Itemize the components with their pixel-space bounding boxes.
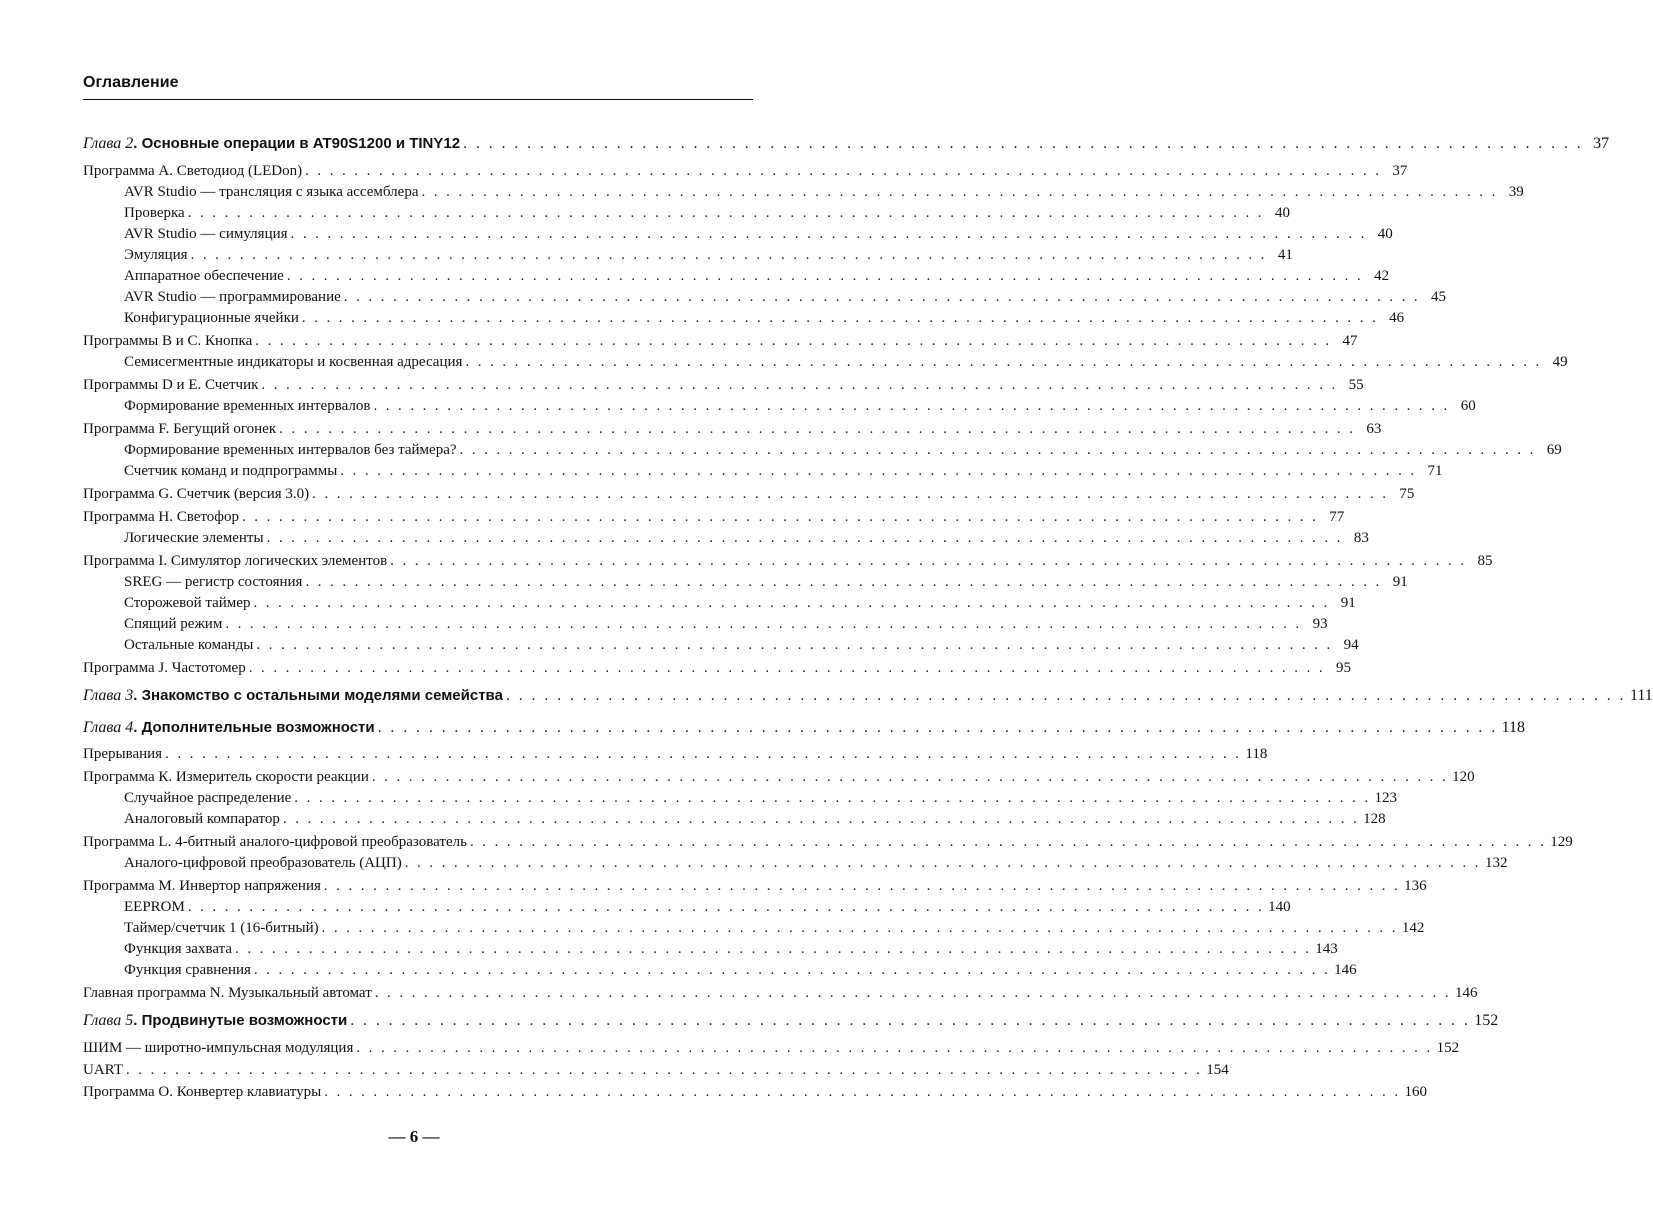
toc-entry-title: Сторожевой таймер xyxy=(124,595,251,611)
toc-page-number: 111 xyxy=(1629,687,1653,704)
toc-page-number: 37 xyxy=(1593,135,1610,152)
toc-entry-title: Программа I. Симулятор логических элементов xyxy=(83,553,388,569)
toc-page-number: 77 xyxy=(1329,509,1345,525)
toc-entry-title: Программа G. Счетчик (версия 3.0) xyxy=(83,486,310,502)
toc-page-number: 75 xyxy=(1399,486,1415,502)
dot-leader: . . . . . . . . . . . . . . . . . . . . . . . . . . . . . . . . . . . . . . . . . . . . . . . . . . . . . . . . . . . . . . . . . . . . . . . . . . . . . . . . . . . . . . . . xyxy=(340,463,1417,479)
toc-page-number: 45 xyxy=(1431,289,1447,305)
toc-entry-row xyxy=(124,245,1293,265)
toc-entry-title: AVR Studio — симуляция xyxy=(124,226,288,242)
toc-entry-row xyxy=(124,614,1328,634)
toc-page-number: 142 xyxy=(1401,920,1425,936)
toc-entry-row xyxy=(83,1038,1460,1058)
toc-entry-row xyxy=(124,897,1291,917)
toc-entry-row xyxy=(83,1082,1427,1102)
chapter-number: Глава 3 xyxy=(83,687,134,704)
toc-entry-title: Остальные команды xyxy=(124,637,254,653)
page-header-title: Оглавление xyxy=(83,74,179,91)
dot-leader: . . . . . . . . . . . . . . . . . . . . . . . . . . . . . . . . . . . . . . . . . . . . . . . . . . . . . . . . . . . . . . . . . . . . . . . . . . . . . . . . . . . . . . . . xyxy=(305,163,1382,179)
toc-entry-row xyxy=(124,918,1425,938)
chapter-title: Продвинутые возможности xyxy=(141,1012,348,1029)
dot-leader: . . . . . . . . . . . . . . . . . . . . . . . . . . . . . . . . . . . . . . . . . . . . . . . . . . . . . . . . . . . . . . . . . . . . . . . . . . . . . . . . . . . . . . . . xyxy=(248,660,1325,676)
dot-leader: . . . . . . . . . . . . . . . . . . . . . . . . . . . . . . . . . . . . . . . . . . . . . . . . . . . . . . . . . . . . . . . . . . . . . . . . . . . . . . . . . . . . . . . . xyxy=(377,719,1498,736)
toc-page-number: 41 xyxy=(1277,247,1293,263)
toc-page-number: 91 xyxy=(1392,574,1408,590)
toc-page-number: 37 xyxy=(1392,163,1408,179)
toc-entry-title: Эмуляция xyxy=(124,247,188,263)
dot-leader: . . . . . . . . . . . . . . . . . . . . . . . . . . . . . . . . . . . . . . . . . . . . . . . . . . . . . . . . . . . . . . . . . . . . . . . . . . . . . . . . . . . . . . . . xyxy=(266,530,1343,546)
toc-page-number: 55 xyxy=(1348,377,1364,393)
toc-page-number: 42 xyxy=(1374,268,1390,284)
toc-chapter-row xyxy=(83,718,1526,738)
toc-page-number: 118 xyxy=(1245,746,1268,762)
dot-leader: . . . . . . . . . . . . . . . . . . . . . . . . . . . . . . . . . . . . . . . . . . . . . . . . . . . . . . . . . . . . . . . . . . . . . . . . . . . . . . . . . . . . . . . . xyxy=(261,377,1338,393)
toc-entry-title: Программа J. Частотомер xyxy=(83,660,246,676)
toc-entry-row xyxy=(83,375,1364,395)
dot-leader: . . . . . . . . . . . . . . . . . . . . . . . . . . . . . . . . . . . . . . . . . . . . . . . . . . . . . . . . . . . . . . . . . . . . . . . . . . . . . . . . . . . . . . . . xyxy=(350,1012,1471,1029)
toc-entry-row xyxy=(83,744,1268,764)
dot-leader: . . . . . . . . . . . . . . . . . . . . . . . . . . . . . . . . . . . . . . . . . . . . . . . . . . . . . . . . . . . . . . . . . . . . . . . . . . . . . . . . . . . . . . . . xyxy=(323,878,1401,894)
toc-chapter-row xyxy=(83,686,1653,706)
chapter-title: Дополнительные возможности xyxy=(141,719,375,736)
toc-entry-row xyxy=(124,960,1357,980)
toc-entry-row xyxy=(124,440,1562,460)
toc-entry-title: Счетчик команд и подпрограммы xyxy=(124,463,338,479)
toc-entry-row xyxy=(124,266,1390,286)
toc-page-number: 60 xyxy=(1460,398,1476,414)
toc-entry-title: UART xyxy=(83,1062,123,1078)
toc-entry-row xyxy=(124,593,1356,613)
toc-page-number: 63 xyxy=(1366,421,1382,437)
toc-chapter-row xyxy=(83,1011,1499,1031)
dot-leader: . . . . . . . . . . . . . . . . . . . . . . . . . . . . . . . . . . . . . . . . . . . . . . . . . . . . . . . . . . . . . . . . . . . . . . . . . . . . . . . . . . . . . . . . xyxy=(321,920,1398,936)
dot-leader: . . . . . . . . . . . . . . . . . . . . . . . . . . . . . . . . . . . . . . . . . . . . . . . . . . . . . . . . . . . . . . . . . . . . . . . . . . . . . . . . . . . . . . . . xyxy=(242,509,1319,525)
toc-page-number: 95 xyxy=(1335,660,1351,676)
toc-entry-row xyxy=(83,832,1573,852)
toc-entry-row xyxy=(124,461,1443,481)
toc-page-number: 85 xyxy=(1477,553,1493,569)
toc-page-number: 120 xyxy=(1452,769,1475,785)
toc-entry-row xyxy=(124,788,1398,808)
dot-leader: . . . . . . . . . . . . . . . . . . . . . . . . . . . . . . . . . . . . . . . . . . . . . . . . . . . . . . . . . . . . . . . . . . . . . . . . . . . . . . . . . . . . . . . . xyxy=(371,769,1449,785)
toc-page-number: 132 xyxy=(1484,855,1508,871)
toc-page-number: 40 xyxy=(1274,205,1290,221)
toc-entry-row xyxy=(124,203,1290,223)
toc-entry-title: Функция захвата xyxy=(124,941,233,957)
toc-page-number: 47 xyxy=(1342,333,1358,349)
dot-leader: . . . . . . . . . . . . . . . . . . . . . . . . . . . . . . . . . . . . . . . . . . . . . . . . . . . . . . . . . . . . . . . . . . . . . . . . . . . . . . . . . . . . . . . . xyxy=(165,746,1242,762)
toc-page-number: 146 xyxy=(1455,985,1478,1001)
toc-entry-title: Формирование временных интервалов без таймера? xyxy=(124,442,457,458)
toc-entry-title: Проверка xyxy=(124,205,185,221)
dot-leader: . . . . . . . . . . . . . . . . . . . . . . . . . . . . . . . . . . . . . . . . . . . . . . . . . . . . . . . . . . . . . . . . . . . . . . . . . . . . . . . . . . . . . . . . xyxy=(255,333,1332,349)
toc-page-number: 152 xyxy=(1436,1040,1460,1056)
toc-entry-row xyxy=(83,331,1358,351)
dot-leader: . . . . . . . . . . . . . . . . . . . . . . . . . . . . . . . . . . . . . . . . . . . . . . . . . . . . . . . . . . . . . . . . . . . . . . . . . . . . . . . . . . . . . . . . xyxy=(463,135,1584,152)
toc-entry-title: Главная программа N. Музыкальный автомат xyxy=(83,985,372,1001)
chapter-separator: . xyxy=(133,135,142,152)
toc-page-number: 93 xyxy=(1312,616,1328,632)
dot-leader: . . . . . . . . . . . . . . . . . . . . . . . . . . . . . . . . . . . . . . . . . . . . . . . . . . . . . . . . . . . . . . . . . . . . . . . . . . . . . . . . . . . . . . . . xyxy=(374,985,1451,1001)
toc-entry-title: Семисегментные индикаторы и косвенная адресация xyxy=(124,354,463,370)
toc-entry-title: SREG — регистр состояния xyxy=(124,574,303,590)
toc-entry-row xyxy=(83,1060,1229,1080)
toc-entry-title: Программа А. Светодиод (LEDon) xyxy=(83,163,303,179)
dot-leader: . . . . . . . . . . . . . . . . . . . . . . . . . . . . . . . . . . . . . . . . . . . . . . . . . . . . . . . . . . . . . . . . . . . . . . . . . . . . . . . . . . . . . . . . xyxy=(373,398,1450,414)
dot-leader: . . . . . . . . . . . . . . . . . . . . . . . . . . . . . . . . . . . . . . . . . . . . . . . . . . . . . . . . . . . . . . . . . . . . . . . . . . . . . . . . . . . . . . . . xyxy=(459,442,1536,458)
dot-leader: . . . . . . . . . . . . . . . . . . . . . . . . . . . . . . . . . . . . . . . . . . . . . . . . . . . . . . . . . . . . . . . . . . . . . . . . . . . . . . . . . . . . . . . . xyxy=(225,616,1302,632)
toc-entry-title: Аналого-цифровой преобразователь (АЦП) xyxy=(124,855,402,871)
toc-page-number: 71 xyxy=(1427,463,1443,479)
dot-leader: . . . . . . . . . . . . . . . . . . . . . . . . . . . . . . . . . . . . . . . . . . . . . . . . . . . . . . . . . . . . . . . . . . . . . . . . . . . . . . . . . . . . . . . . xyxy=(404,855,1481,871)
toc-entry-row xyxy=(124,809,1386,829)
chapter-title: Основные операции в AT90S1200 и TINY12 xyxy=(141,135,461,152)
toc-chapter-heading xyxy=(83,686,503,706)
toc-page-number: 118 xyxy=(1501,719,1526,736)
toc-entry-row xyxy=(83,161,1408,181)
toc-entry-title: Программа О. Конвертер клавиатуры xyxy=(83,1084,322,1100)
dot-leader: . . . . . . . . . . . . . . . . . . . . . . . . . . . . . . . . . . . . . . . . . . . . . . . . . . . . . . . . . . . . . . . . . . . . . . . . . . . . . . . . . . . . . . . . xyxy=(390,553,1467,569)
dot-leader: . . . . . . . . . . . . . . . . . . . . . . . . . . . . . . . . . . . . . . . . . . . . . . . . . . . . . . . . . . . . . . . . . . . . . . . . . . . . . . . . . . . . . . . . xyxy=(305,574,1382,590)
toc-chapter-row xyxy=(83,134,1610,154)
toc-entry-row xyxy=(124,308,1405,328)
dot-leader: . . . . . . . . . . . . . . . . . . . . . . . . . . . . . . . . . . . . . . . . . . . . . . . . . . . . . . . . . . . . . . . . . . . . . . . . . . . . . . . . . . . . . . . . xyxy=(235,941,1312,957)
toc-entry-title: Прерывания xyxy=(83,746,163,762)
toc-entry-title: Функция сравнения xyxy=(124,962,251,978)
toc-page-number: 160 xyxy=(1404,1084,1427,1100)
toc-entry-title: Программа М. Инвертор напряжения xyxy=(83,878,321,894)
toc-page-number: 69 xyxy=(1546,442,1562,458)
toc-entry-row xyxy=(83,658,1351,678)
toc-chapter-heading xyxy=(83,1011,347,1031)
toc-page-number: 83 xyxy=(1353,530,1369,546)
toc-entry-title: Таймер/счетчик 1 (16-битный) xyxy=(124,920,319,936)
toc-entry-title: Аналоговый компаратор xyxy=(124,811,280,827)
toc-page-number: 49 xyxy=(1552,354,1568,370)
dot-leader: . . . . . . . . . . . . . . . . . . . . . . . . . . . . . . . . . . . . . . . . . . . . . . . . . . . . . . . . . . . . . . . . . . . . . . . . . . . . . . . . . . . . . . . . xyxy=(187,899,1265,915)
dot-leader: . . . . . . . . . . . . . . . . . . . . . . . . . . . . . . . . . . . . . . . . . . . . . . . . . . . . . . . . . . . . . . . . . . . . . . . . . . . . . . . . . . . . . . . . xyxy=(290,226,1367,242)
toc-entry-row xyxy=(83,507,1345,527)
toc-page-number: 46 xyxy=(1389,310,1405,326)
toc-entry-title: Программы D и Е. Счетчик xyxy=(83,377,259,393)
toc-page-number: 146 xyxy=(1334,962,1357,978)
toc-entry-row xyxy=(83,983,1478,1003)
toc-page-number: 136 xyxy=(1404,878,1427,894)
toc-entry-title: Логические элементы xyxy=(124,530,264,546)
toc-entry-row xyxy=(124,224,1393,244)
dot-leader: . . . . . . . . . . . . . . . . . . . . . . . . . . . . . . . . . . . . . . . . . . . . . . . . . . . . . . . . . . . . . . . . . . . . . . . . . . . . . . . . . . . . . . . . xyxy=(279,421,1356,437)
toc-entry-row xyxy=(124,572,1408,592)
toc-chapter-heading xyxy=(83,134,460,154)
dot-leader: . . . . . . . . . . . . . . . . . . . . . . . . . . . . . . . . . . . . . . . . . . . . . . . . . . . . . . . . . . . . . . . . . . . . . . . . . . . . . . . . . . . . . . . . xyxy=(294,790,1371,806)
toc-entry-title: Случайное распределение xyxy=(124,790,292,806)
dot-leader: . . . . . . . . . . . . . . . . . . . . . . . . . . . . . . . . . . . . . . . . . . . . . . . . . . . . . . . . . . . . . . . . . . . . . . . . . . . . . . . . . . . . . . . . xyxy=(324,1084,1401,1100)
toc-entry-title: Программы В и С. Кнопка xyxy=(83,333,253,349)
dot-leader: . . . . . . . . . . . . . . . . . . . . . . . . . . . . . . . . . . . . . . . . . . . . . . . . . . . . . . . . . . . . . . . . . . . . . . . . . . . . . . . . . . . . . . . . xyxy=(505,687,1626,704)
toc-page-number: 152 xyxy=(1474,1012,1499,1029)
toc-page-number: 140 xyxy=(1268,899,1291,915)
dot-leader: . . . . . . . . . . . . . . . . . . . . . . . . . . . . . . . . . . . . . . . . . . . . . . . . . . . . . . . . . . . . . . . . . . . . . . . . . . . . . . . . . . . . . . . . xyxy=(187,205,1264,221)
chapter-number: Глава 4 xyxy=(83,719,134,736)
toc-entry-row xyxy=(124,635,1359,655)
toc-entry-row xyxy=(83,876,1427,896)
dot-leader: . . . . . . . . . . . . . . . . . . . . . . . . . . . . . . . . . . . . . . . . . . . . . . . . . . . . . . . . . . . . . . . . . . . . . . . . . . . . . . . . . . . . . . . . xyxy=(343,289,1421,305)
page-number: — 6 — xyxy=(388,1127,440,1146)
dot-leader: . . . . . . . . . . . . . . . . . . . . . . . . . . . . . . . . . . . . . . . . . . . . . . . . . . . . . . . . . . . . . . . . . . . . . . . . . . . . . . . . . . . . . . . . xyxy=(465,354,1542,370)
dot-leader: . . . . . . . . . . . . . . . . . . . . . . . . . . . . . . . . . . . . . . . . . . . . . . . . . . . . . . . . . . . . . . . . . . . . . . . . . . . . . . . . . . . . . . . . xyxy=(253,962,1331,978)
toc-page-number: 129 xyxy=(1550,834,1573,850)
dot-leader: . . . . . . . . . . . . . . . . . . . . . . . . . . . . . . . . . . . . . . . . . . . . . . . . . . . . . . . . . . . . . . . . . . . . . . . . . . . . . . . . . . . . . . . . xyxy=(312,486,1389,502)
toc-entry-title: Программа Н. Светофор xyxy=(83,509,239,525)
toc-page-number: 128 xyxy=(1363,811,1386,827)
toc-entry-row xyxy=(124,352,1568,372)
toc-entry-row xyxy=(83,767,1475,787)
toc-entry-row xyxy=(124,182,1524,202)
toc-entry-title: Программа F. Бегущий огонек xyxy=(83,421,277,437)
chapter-number: Глава 2 xyxy=(83,135,134,152)
chapter-separator: . xyxy=(133,1012,142,1029)
dot-leader: . . . . . . . . . . . . . . . . . . . . . . . . . . . . . . . . . . . . . . . . . . . . . . . . . . . . . . . . . . . . . . . . . . . . . . . . . . . . . . . . . . . . . . . . xyxy=(125,1062,1203,1078)
dot-leader: . . . . . . . . . . . . . . . . . . . . . . . . . . . . . . . . . . . . . . . . . . . . . . . . . . . . . . . . . . . . . . . . . . . . . . . . . . . . . . . . . . . . . . . . xyxy=(421,184,1498,200)
dot-leader: . . . . . . . . . . . . . . . . . . . . . . . . . . . . . . . . . . . . . . . . . . . . . . . . . . . . . . . . . . . . . . . . . . . . . . . . . . . . . . . . . . . . . . . . xyxy=(256,637,1333,653)
toc-entry-title: Программа L. 4-битный аналого-цифровой преобразователь xyxy=(83,834,467,850)
chapter-separator: . xyxy=(133,719,142,736)
toc-entry-title: AVR Studio — программирование xyxy=(124,289,341,305)
dot-leader: . . . . . . . . . . . . . . . . . . . . . . . . . . . . . . . . . . . . . . . . . . . . . . . . . . . . . . . . . . . . . . . . . . . . . . . . . . . . . . . . . . . . . . . . xyxy=(286,268,1364,284)
toc-entry-row xyxy=(124,396,1476,416)
dot-leader: . . . . . . . . . . . . . . . . . . . . . . . . . . . . . . . . . . . . . . . . . . . . . . . . . . . . . . . . . . . . . . . . . . . . . . . . . . . . . . . . . . . . . . . . xyxy=(190,247,1267,263)
chapter-title: Знакомство с остальными моделями семейства xyxy=(141,687,503,704)
toc-entry-title: Спящий режим xyxy=(124,616,223,632)
toc-entry-title: Аппаратное обеспечение xyxy=(124,268,284,284)
dot-leader: . . . . . . . . . . . . . . . . . . . . . . . . . . . . . . . . . . . . . . . . . . . . . . . . . . . . . . . . . . . . . . . . . . . . . . . . . . . . . . . . . . . . . . . . xyxy=(301,310,1379,326)
toc-entry-row xyxy=(83,484,1415,504)
toc-chapter-heading xyxy=(83,718,375,738)
toc-entry-title: Программа К. Измеритель скорости реакции xyxy=(83,769,369,785)
toc-page-number: 123 xyxy=(1374,790,1398,806)
toc-entry-row xyxy=(124,287,1447,307)
toc-page-number: 91 xyxy=(1340,595,1356,611)
chapter-number: Глава 5 xyxy=(83,1012,134,1029)
toc-entry-title: EEPROM xyxy=(124,899,185,915)
toc-entry-row xyxy=(124,853,1508,873)
dot-leader: . . . . . . . . . . . . . . . . . . . . . . . . . . . . . . . . . . . . . . . . . . . . . . . . . . . . . . . . . . . . . . . . . . . . . . . . . . . . . . . . . . . . . . . . xyxy=(469,834,1547,850)
toc-entry-row xyxy=(83,551,1493,571)
chapter-separator: . xyxy=(133,687,142,704)
dot-leader: . . . . . . . . . . . . . . . . . . . . . . . . . . . . . . . . . . . . . . . . . . . . . . . . . . . . . . . . . . . . . . . . . . . . . . . . . . . . . . . . . . . . . . . . xyxy=(356,1040,1433,1056)
toc-page-number: 154 xyxy=(1206,1062,1229,1078)
toc-page-number: 40 xyxy=(1377,226,1393,242)
toc-entry-row xyxy=(124,939,1338,959)
toc-entry-title: AVR Studio — трансляция с языка ассемблера xyxy=(124,184,419,200)
dot-leader: . . . . . . . . . . . . . . . . . . . . . . . . . . . . . . . . . . . . . . . . . . . . . . . . . . . . . . . . . . . . . . . . . . . . . . . . . . . . . . . . . . . . . . . . xyxy=(282,811,1360,827)
toc-entry-row xyxy=(124,528,1369,548)
toc-entry-title: ШИМ — широтно-импульсная модуляция xyxy=(83,1040,354,1056)
toc-page-number: 39 xyxy=(1508,184,1524,200)
toc-entry-title: Конфигурационные ячейки xyxy=(124,310,299,326)
toc-entry-row xyxy=(83,419,1382,439)
toc-page-number: 94 xyxy=(1343,637,1359,653)
toc-entry-title: Формирование временных интервалов xyxy=(124,398,371,414)
dot-leader: . . . . . . . . . . . . . . . . . . . . . . . . . . . . . . . . . . . . . . . . . . . . . . . . . . . . . . . . . . . . . . . . . . . . . . . . . . . . . . . . . . . . . . . . xyxy=(253,595,1330,611)
toc-page-number: 143 xyxy=(1315,941,1338,957)
